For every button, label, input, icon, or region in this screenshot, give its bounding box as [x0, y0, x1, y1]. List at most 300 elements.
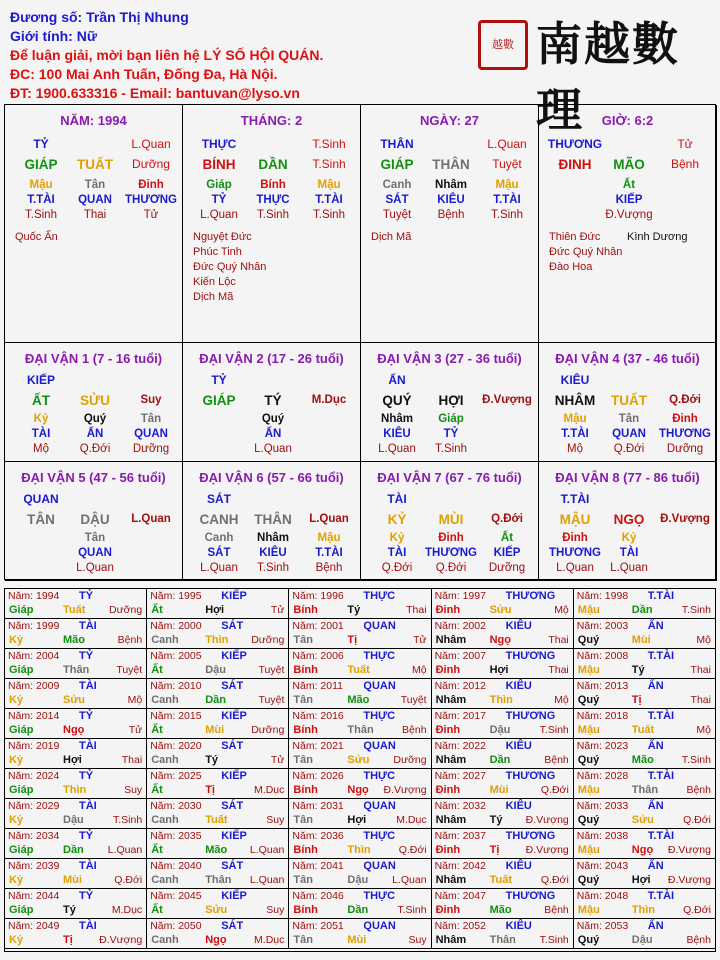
year-phase: M.Dục: [254, 784, 285, 796]
inauspicious-star: Kình Dương: [627, 231, 688, 243]
year-label: Năm: 2040: [150, 860, 202, 872]
hidden-stem-god: KIÊU: [437, 194, 465, 206]
hidden-stem-stem: Mậu: [317, 179, 341, 191]
year-label: Năm: 2008: [576, 650, 629, 662]
year-stem: Đinh: [435, 724, 461, 736]
hidden-stem-phase: Q.Đới: [613, 443, 645, 455]
hidden-stem-phase: T.Sinh: [313, 209, 345, 221]
hidden-stem-stem: Đinh: [672, 413, 698, 425]
year-phase: Suy: [124, 784, 143, 796]
hidden-stem-phase: T.Sinh: [435, 443, 467, 455]
year-phase: Đ.Vượng: [525, 814, 569, 826]
year-stem: Mậu: [577, 784, 600, 796]
ten-god: KIÊU: [505, 680, 532, 692]
year-label: Năm: 1995: [150, 590, 202, 602]
pillar-title: NGÀY: 27: [420, 113, 479, 128]
year-phase: Q.Đới: [114, 874, 143, 886]
year-branch: Mùi: [63, 874, 82, 886]
year-stem: Tân: [293, 634, 313, 646]
year-phase: Suy: [266, 904, 285, 916]
year-branch: Hợi: [631, 874, 651, 886]
year-cell: [5, 589, 147, 619]
year-phase: L.Quan: [392, 874, 427, 886]
year-branch: Thân: [347, 724, 374, 736]
earthly-branch: HỢI: [438, 393, 464, 408]
ten-god: ẤN: [647, 800, 664, 812]
year-branch: Dần: [205, 694, 226, 706]
year-branch: Sửu: [347, 754, 370, 766]
decade-title: ĐẠI VẬN 8 (77 - 86 tuổi): [555, 470, 700, 485]
hidden-stem-stem: Giáp: [206, 179, 232, 191]
year-cell: [574, 709, 716, 739]
hidden-stem-phase: Bệnh: [437, 209, 465, 221]
year-branch: Hợi: [205, 604, 225, 616]
hidden-stem-god: SÁT: [385, 194, 409, 206]
year-label: Năm: 2032: [434, 800, 486, 812]
year-phase: Mộ: [127, 694, 143, 706]
year-branch: Ngọ: [63, 724, 85, 736]
hidden-stem-stem: Nhâm: [257, 532, 289, 544]
ten-god: T.TÀI: [647, 710, 675, 722]
ten-god: TÀI: [79, 860, 97, 872]
ten-god: THƯƠNG: [505, 650, 556, 662]
life-phase: M.Dục: [311, 394, 347, 406]
year-label: Năm: 1999: [8, 620, 60, 632]
year-label: Năm: 2028: [576, 770, 629, 782]
auspicious-star: Phúc Tinh: [193, 246, 242, 258]
life-phase: Suy: [140, 394, 162, 406]
ten-god: SÁT: [221, 740, 244, 752]
ten-god-branch: Tử: [677, 137, 693, 151]
auspicious-star: Đức Quý Nhân: [549, 246, 623, 258]
year-stem: Đinh: [435, 904, 461, 916]
year-label: Năm: 2033: [576, 800, 629, 812]
year-branch: Hợi: [489, 664, 509, 676]
hidden-stem-phase: Tuyệt: [382, 209, 412, 221]
hidden-stem-god: TỶ: [211, 194, 227, 206]
year-label: Năm: 2052: [434, 920, 486, 932]
ten-god: TỶ: [79, 770, 94, 782]
hidden-stem-stem: Giáp: [438, 413, 464, 425]
ten-god-stem: T.TÀI: [560, 492, 590, 506]
year-phase: Tuyệt: [400, 694, 427, 706]
year-label: Năm: 2027: [434, 770, 486, 782]
year-phase: Thai: [406, 604, 427, 616]
hidden-stem-stem: Bính: [260, 179, 286, 191]
year-stem: Kỷ: [9, 634, 24, 646]
year-cell: [289, 739, 431, 769]
year-cell: [147, 679, 289, 709]
year-branch: Tị: [347, 634, 358, 646]
year-phase: L.Quan: [249, 844, 285, 856]
year-stem: Giáp: [9, 724, 34, 736]
year-label: Năm: 2015: [150, 710, 202, 722]
year-label: Năm: 2009: [8, 680, 60, 692]
life-phase: Bệnh: [670, 157, 700, 171]
year-cell: [432, 619, 574, 649]
year-stem: Đinh: [435, 844, 461, 856]
earthly-branch: THÂN: [254, 512, 292, 527]
year-branch: Mùi: [347, 934, 367, 946]
life-phase: L.Quan: [131, 513, 171, 525]
earthly-branch: SỬU: [80, 393, 110, 408]
pillar-cell: [539, 105, 717, 343]
year-branch: Dần: [631, 604, 653, 616]
year-cell: [289, 589, 431, 619]
ten-god-stem: THÂN: [380, 137, 414, 151]
year-label: Năm: 1994: [8, 590, 60, 602]
year-branch: Mão: [631, 754, 654, 766]
year-stem: Mậu: [577, 664, 600, 676]
ten-god-branch: L.Quan: [131, 137, 171, 151]
earthly-branch: THÂN: [432, 157, 470, 172]
ten-god: KIÊU: [505, 740, 532, 752]
year-branch: Hợi: [63, 754, 82, 766]
year-label: Năm: 2030: [150, 800, 202, 812]
hidden-stem-god: TỶ: [443, 428, 459, 440]
year-phase: Thai: [690, 664, 711, 676]
year-branch: Tý: [205, 754, 219, 766]
year-cell: [432, 829, 574, 859]
hidden-stem-stem: Đinh: [562, 532, 588, 544]
decade-luck-cell: [183, 343, 361, 462]
ten-god-branch: T.Sinh: [312, 137, 346, 151]
year-label: Năm: 2051: [292, 920, 344, 932]
year-branch: Mão: [205, 844, 228, 856]
ten-god: TÀI: [79, 920, 97, 932]
header-info: [10, 8, 323, 103]
hidden-stem-god: KIẾP: [615, 194, 643, 206]
hidden-stem-stem: Tân: [84, 179, 106, 191]
year-phase: Mộ: [554, 694, 569, 706]
hidden-stem-stem: Đinh: [438, 532, 464, 544]
year-label: Năm: 2048: [576, 890, 629, 902]
year-branch: Thìn: [205, 634, 229, 646]
year-phase: Dưỡng: [251, 724, 285, 736]
year-stem: Mậu: [577, 844, 600, 856]
year-phase: Bệnh: [402, 724, 427, 736]
ten-god: THỰC: [363, 890, 396, 902]
auspicious-star: Thiên Đức: [549, 231, 601, 243]
hidden-stem-phase: Thai: [83, 209, 107, 221]
ten-god: TỶ: [79, 590, 94, 602]
ten-god: QUAN: [363, 800, 396, 812]
year-phase: Mộ: [411, 664, 427, 676]
ten-god: QUAN: [363, 680, 396, 692]
year-branch: Thìn: [489, 694, 513, 706]
ten-god: T.TÀI: [647, 830, 675, 842]
contact-intro: Để luận giải, mời bạn liên hệ LÝ SỐ HỘI QUÁN.: [10, 47, 324, 63]
year-phase: T.Sinh: [397, 904, 427, 916]
year-branch: Dậu: [205, 664, 226, 676]
heavenly-stem: BÍNH: [202, 157, 236, 172]
heavenly-stem: MẬU: [559, 512, 591, 527]
heavenly-stem: NHÂM: [554, 393, 596, 408]
year-phase: T.Sinh: [539, 724, 569, 736]
year-stem: Mậu: [577, 724, 600, 736]
year-phase: Dưỡng: [251, 634, 285, 646]
hidden-stem-god: QUAN: [78, 547, 112, 559]
year-branch: Tý: [63, 904, 76, 916]
ten-god-stem: ẤN: [388, 373, 406, 387]
heavenly-stem: CANH: [199, 512, 239, 527]
hidden-stem-phase: Mộ: [567, 443, 583, 455]
year-label: Năm: 2019: [8, 740, 60, 752]
year-phase: T.Sinh: [539, 934, 569, 946]
decade-title: ĐẠI VẬN 4 (37 - 46 tuổi): [555, 351, 700, 366]
year-stem: Bính: [293, 784, 318, 796]
hidden-stem-phase: L.Quan: [200, 562, 238, 574]
ten-god: TÀI: [79, 620, 97, 632]
year-label: Năm: 2016: [292, 710, 344, 722]
hidden-stem-phase: Bệnh: [315, 562, 343, 574]
year-phase: Thai: [690, 694, 711, 706]
year-stem: Kỷ: [9, 814, 24, 826]
year-branch: Dần: [63, 844, 84, 856]
year-cell: [5, 829, 147, 859]
auspicious-star: Đào Hoa: [549, 261, 593, 273]
year-phase: T.Sinh: [681, 604, 711, 616]
year-phase: Dưỡng: [393, 754, 427, 766]
year-stem: Bính: [293, 724, 318, 736]
year-label: Năm: 2006: [292, 650, 344, 662]
gender: Giới tính: Nữ: [10, 28, 97, 44]
life-phase: Q.Đới: [669, 394, 701, 406]
hidden-stem-stem: Tân: [140, 413, 162, 425]
hidden-stem-stem: Nhâm: [435, 179, 467, 191]
year-phase: Đ.Vượng: [383, 784, 427, 796]
year-label: Năm: 2050: [150, 920, 202, 932]
year-stem: Ất: [151, 604, 163, 616]
earthly-branch: NGỌ: [613, 512, 645, 527]
year-phase: Bệnh: [544, 754, 569, 766]
person-name: Đương số: Trần Thị Nhung: [10, 9, 189, 25]
ten-god-stem: TỶ: [33, 137, 49, 151]
earthly-branch: TÝ: [264, 393, 282, 408]
earthly-branch: DẦN: [258, 157, 288, 172]
year-phase: Bệnh: [117, 634, 143, 646]
year-cell: [574, 769, 716, 799]
year-phase: Q.Đới: [683, 814, 711, 826]
year-stem: Quý: [577, 934, 600, 946]
hidden-stem-god: THỰC: [256, 194, 290, 206]
address: ĐC: 100 Mai Anh Tuấn, Đống Đa, Hà Nội.: [10, 66, 278, 82]
year-cell: [289, 919, 431, 949]
hidden-stem-phase: Q.Đới: [79, 443, 111, 455]
year-cell: [574, 679, 716, 709]
year-branch: Thìn: [631, 904, 656, 916]
hidden-stem-stem: Nhâm: [381, 413, 413, 425]
year-branch: Dần: [489, 754, 511, 766]
year-phase: Thai: [121, 754, 143, 766]
decade-luck-cell: [361, 343, 539, 462]
year-phase: L.Quan: [249, 874, 285, 886]
year-stem: Kỷ: [9, 754, 24, 766]
ten-god: THỰC: [363, 770, 396, 782]
ten-god: THƯƠNG: [505, 710, 556, 722]
year-phase: Bệnh: [686, 784, 711, 796]
year-stem: Kỷ: [9, 694, 24, 706]
ten-god: T.TÀI: [647, 590, 675, 602]
hidden-stem-stem: Kỷ: [621, 532, 637, 544]
year-label: Năm: 2038: [576, 830, 629, 842]
year-branch: Thân: [631, 784, 659, 796]
decade-luck-cell: [539, 343, 717, 462]
year-branch: Thân: [205, 874, 232, 886]
hidden-stem-stem: Mậu: [29, 179, 53, 191]
year-label: Năm: 2049: [8, 920, 60, 932]
hidden-stem-phase: Đ.Vượng: [605, 209, 653, 221]
year-cell: [432, 919, 574, 949]
year-stem: Ất: [151, 784, 163, 796]
year-branch: Tý: [631, 664, 645, 676]
life-phase: Tuyệt: [492, 157, 522, 171]
hidden-stem-god: TÀI: [387, 547, 407, 559]
year-stem: Quý: [577, 814, 600, 826]
ten-god: TÀI: [79, 740, 97, 752]
decade-luck-cell: [5, 343, 183, 462]
year-branch: Mão: [489, 904, 512, 916]
year-stem: Tân: [293, 934, 313, 946]
year-phase: Q.Đới: [683, 904, 711, 916]
yearly-grid: [4, 588, 716, 952]
ten-god-stem: SÁT: [207, 492, 231, 506]
year-branch: Tý: [489, 814, 503, 826]
year-stem: Nhâm: [435, 934, 467, 946]
year-phase: Q.Đới: [398, 844, 427, 856]
ten-god-stem: KIẾP: [26, 373, 55, 387]
ten-god: KIÊU: [505, 800, 532, 812]
ten-god-stem: KIÊU: [560, 373, 590, 387]
year-stem: Ất: [151, 904, 163, 916]
ten-god: TỶ: [79, 890, 94, 902]
year-cell: [574, 829, 716, 859]
year-phase: Tử: [413, 634, 427, 646]
year-stem: Kỷ: [9, 874, 24, 886]
year-branch: Tuất: [63, 604, 86, 616]
year-branch: Ngọ: [205, 934, 227, 946]
ten-god: THƯƠNG: [505, 590, 556, 602]
year-label: Năm: 2045: [150, 890, 202, 902]
year-label: Năm: 2036: [292, 830, 344, 842]
pillar-cell: [5, 105, 183, 343]
year-stem: Đinh: [435, 604, 461, 616]
year-cell: [289, 889, 431, 919]
year-cell: [5, 919, 147, 949]
year-cell: [289, 679, 431, 709]
life-phase: L.Quan: [309, 513, 349, 525]
year-branch: Thìn: [63, 784, 87, 796]
year-cell: [289, 619, 431, 649]
year-cell: [147, 919, 289, 949]
year-phase: M.Dục: [111, 904, 143, 916]
year-stem: Bính: [293, 904, 318, 916]
year-phase: Thai: [548, 664, 569, 676]
year-label: Năm: 2026: [292, 770, 344, 782]
year-cell: [289, 769, 431, 799]
year-cell: [289, 709, 431, 739]
heavenly-stem: QUÝ: [382, 393, 412, 408]
decade-title: ĐẠI VẬN 7 (67 - 76 tuổi): [377, 470, 522, 485]
year-cell: [289, 859, 431, 889]
year-label: Năm: 2035: [150, 830, 202, 842]
year-phase: Đ.Vượng: [525, 844, 569, 856]
year-branch: Dần: [347, 904, 369, 916]
year-phase: Dưỡng: [109, 604, 143, 616]
year-phase: Tử: [270, 604, 285, 616]
year-phase: Thai: [548, 634, 569, 646]
year-cell: [289, 649, 431, 679]
year-label: Năm: 2013: [576, 680, 629, 692]
hidden-stem-god: THƯƠNG: [125, 194, 177, 206]
year-stem: Ất: [151, 664, 163, 676]
hidden-stem-stem: Canh: [204, 532, 234, 544]
ten-god: THỰC: [363, 650, 396, 662]
year-stem: Đinh: [435, 664, 461, 676]
year-label: Năm: 1998: [576, 590, 629, 602]
life-phase: Đ.Vượng: [482, 394, 532, 406]
hidden-stem-phase: Mộ: [33, 443, 49, 455]
year-phase: T.Sinh: [681, 754, 711, 766]
hidden-stem-god: T.TÀI: [27, 194, 55, 206]
hidden-stem-god: T.TÀI: [315, 194, 343, 206]
ten-god-stem: THỰC: [201, 137, 237, 151]
ten-god: KIẾP: [221, 710, 247, 722]
ten-god: ẤN: [647, 740, 664, 752]
year-phase: Bệnh: [686, 934, 711, 946]
hidden-stem-phase: L.Quan: [556, 562, 594, 574]
phone-email: ĐT: 1900.633316 - Email: bantuvan@lyso.vn: [10, 85, 300, 101]
year-stem: Nhâm: [435, 634, 467, 646]
heavenly-stem: GIÁP: [202, 393, 236, 408]
year-branch: Sửu: [63, 694, 86, 706]
year-stem: Mậu: [577, 904, 600, 916]
year-cell: [432, 709, 574, 739]
year-stem: Kỷ: [9, 934, 24, 946]
auspicious-star: Dịch Mã: [371, 231, 412, 243]
hidden-stem-god: QUAN: [134, 428, 168, 440]
year-label: Năm: 2004: [8, 650, 60, 662]
heavenly-stem: GIÁP: [24, 157, 58, 172]
earthly-branch: TUẤT: [611, 393, 647, 408]
hidden-stem-stem: Kỷ: [33, 413, 49, 425]
decade-title: ĐẠI VẬN 2 (17 - 26 tuổi): [199, 351, 344, 366]
hidden-stem-phase: L.Quan: [610, 562, 648, 574]
year-branch: Tý: [347, 604, 361, 616]
year-stem: Nhâm: [435, 754, 467, 766]
ten-god: THƯƠNG: [505, 830, 556, 842]
ten-god-stem: QUAN: [23, 492, 59, 506]
hidden-stem-god: KIÊU: [383, 428, 411, 440]
hidden-stem-god: TÀI: [31, 428, 51, 440]
year-phase: L.Quan: [107, 844, 143, 856]
hidden-stem-god: KIẾP: [493, 547, 521, 559]
hidden-stem-phase: Dưỡng: [132, 443, 170, 455]
decade-luck-cell: [361, 462, 539, 581]
hidden-stem-god: T.TÀI: [493, 194, 521, 206]
year-phase: Tuyệt: [116, 664, 143, 676]
year-phase: Suy: [408, 934, 427, 946]
hidden-stem-god: KIÊU: [259, 547, 287, 559]
hidden-stem-phase: L.Quan: [200, 209, 238, 221]
heavenly-stem: KỶ: [387, 512, 407, 527]
logo-title: 南越數理: [536, 17, 680, 137]
ten-god: KIẾP: [221, 770, 247, 782]
ten-god: KIÊU: [505, 860, 532, 872]
year-branch: Sửu: [631, 814, 654, 826]
year-label: Năm: 2005: [150, 650, 202, 662]
year-cell: [574, 919, 716, 949]
